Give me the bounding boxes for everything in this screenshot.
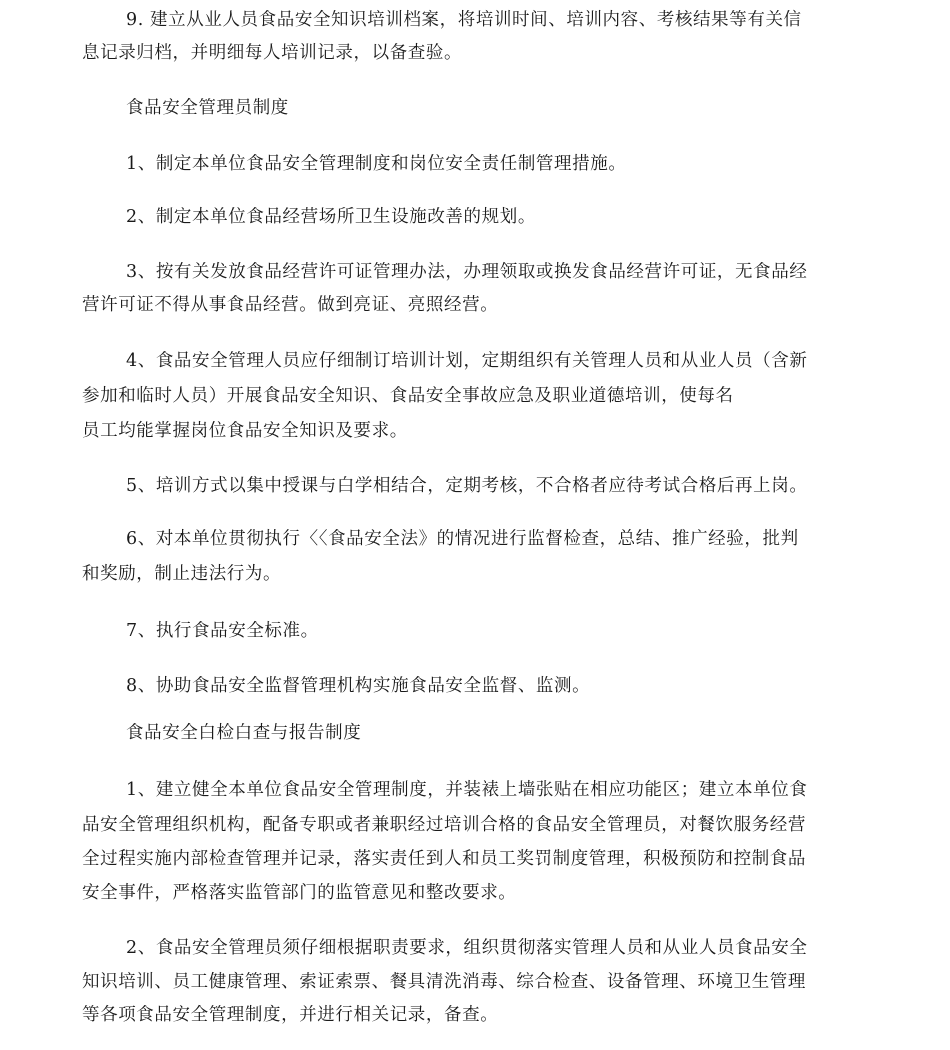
s1-item-5-line-1: 5、培训方式以集中授课与白学相结合，定期考核，不合格者应待考试合格后再上岗。 [126,476,808,496]
s1-item-4-line-1: 4、食品安全管理人员应仔细制订培训计划，定期组织有关管理人员和从业人员（含新 [126,351,808,371]
s2-item-1-line-2: 品安全管理组织机构，配备专职或者兼职经过培训合格的食品安全管理员，对餐饮服务经营 [82,815,806,835]
s1-item-1-line-1: 1、制定本单位食品安全管理制度和岗位安全责任制管理措施。 [126,154,627,174]
s2-item-2-line-2: 知识培训、员工健康管理、索证索票、餐具清洗消毒、综合检查、设备管理、环境卫生管理 [82,972,806,992]
s2-item-1-line-4: 安全事件，严格落实监管部门的监管意见和整改要求。 [82,883,517,903]
s1-item-3-line-1: 3、按有关发放食品经营许可证管理办法，办理领取或换发食品经营许可证，无食品经 [126,262,808,282]
s1-item-2-line-1: 2、制定本单位食品经营场所卫生设施改善的规划。 [126,207,536,227]
s1-item-4-line-2: 参加和临时人员）开展食品安全知识、食品安全事故应急及职业道德培训，使每名 [82,386,734,406]
section-title-self-inspection: 食品安全白检白查与报告制度 [126,723,362,743]
s1-item-7-line-1: 7、执行食品安全标准。 [126,621,319,641]
s1-item-3-line-2: 营许可证不得从事食品经营。做到亮证、亮照经营。 [82,295,499,315]
s1-item-6-line-2: 和奖励，制止违法行为。 [82,564,282,584]
s2-item-1-line-1: 1、建立健全本单位食品安全管理制度，并装裱上墙张贴在相应功能区；建立本单位食 [126,780,808,800]
s1-item-4-line-3: 员工均能掌握岗位食品安全知识及要求。 [82,421,408,441]
s2-item-2-line-1: 2、食品安全管理员须仔细根据职责要求，组织贯彻落实管理人员和从业人员食品安全 [126,938,808,958]
section-title-food-safety-manager: 食品安全管理员制度 [126,98,289,118]
s1-item-6-line-1: 6、对本单位贯彻执行〈〈食品安全法》的情况进行监督检查，总结、推广经验，批判 [126,529,799,549]
para-9-line-1: 9. 建立从业人员食品安全知识培训档案，将培训时间、培训内容、考核结果等有关信 [126,10,802,30]
s2-item-1-line-3: 全过程实施内部检查管理并记录，落实责任到人和员工奖罚制度管理，积极预防和控制食品 [82,849,806,869]
para-9-line-2: 息记录归档，并明细每人培训记录，以备查验。 [82,43,463,63]
s2-item-2-line-3: 等各项食品安全管理制度，并进行相关记录，备查。 [82,1005,499,1025]
s1-item-8-line-1: 8、协助食品安全监督管理机构实施食品安全监督、监测。 [126,676,591,696]
